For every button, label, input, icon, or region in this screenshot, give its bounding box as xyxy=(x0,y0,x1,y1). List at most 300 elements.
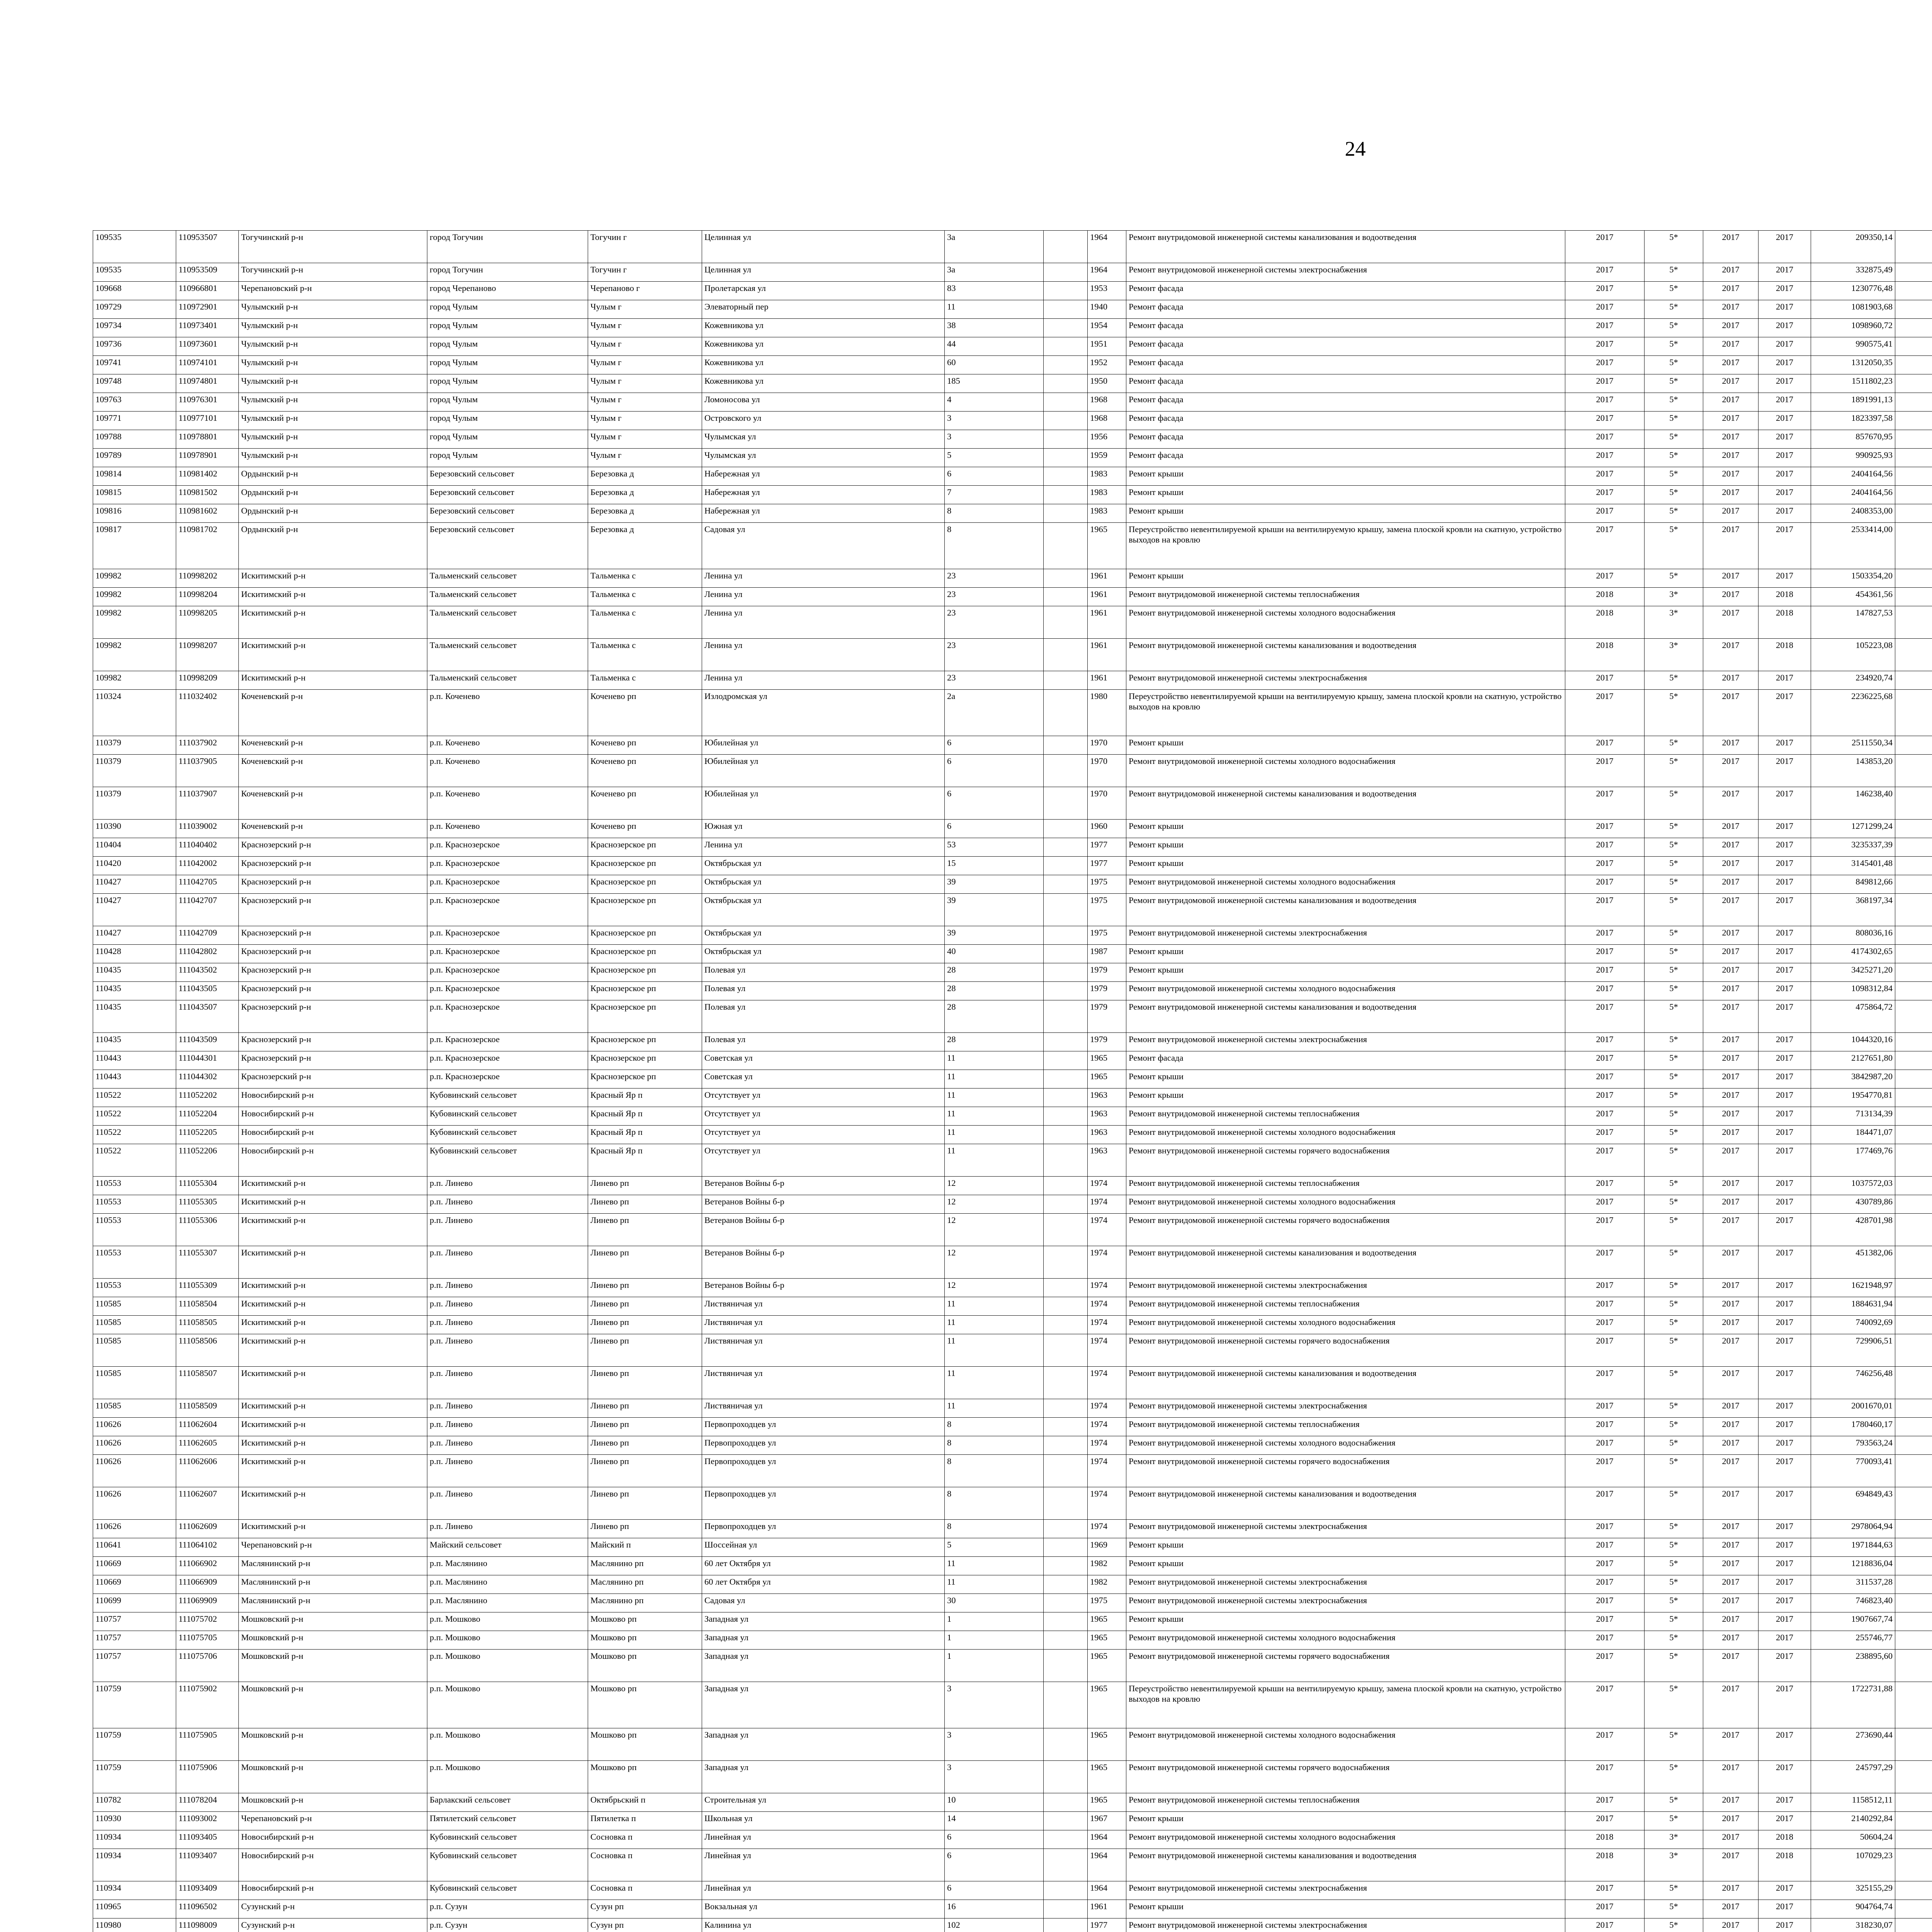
cell-total-cost: 740092,69 xyxy=(1811,1316,1895,1334)
cell-municipality: р.п. Мошково xyxy=(427,1650,588,1682)
cell-settlement: Чулым г xyxy=(588,300,702,319)
cell-priority: 5* xyxy=(1645,1487,1703,1520)
cell-street: Западная ул xyxy=(702,1761,945,1793)
cell-fund-amount xyxy=(1895,1538,1932,1557)
cell-start-year: 2017 xyxy=(1703,1830,1759,1849)
cell-building xyxy=(1044,337,1088,356)
cell-work-id: 110977101 xyxy=(176,412,239,430)
cell-work-id: 111066902 xyxy=(176,1557,239,1575)
cell-municipality: р.п. Мошково xyxy=(427,1612,588,1631)
cell-municipality: Пятилетский сельсовет xyxy=(427,1812,588,1830)
cell-start-year: 2017 xyxy=(1703,1214,1759,1246)
cell-priority: 5* xyxy=(1645,282,1703,300)
cell-fund-amount xyxy=(1895,1487,1932,1520)
cell-street: Листвяничая ул xyxy=(702,1334,945,1367)
cell-house-number: 11 xyxy=(945,1126,1044,1144)
cell-street: Западная ул xyxy=(702,1650,945,1682)
cell-start-year: 2017 xyxy=(1703,356,1759,374)
cell-fund-amount xyxy=(1895,1279,1932,1297)
cell-fund-amount xyxy=(1895,1436,1932,1455)
cell-work-type: Ремонт внутридомовой инженерной системы теплоснабжения xyxy=(1126,1107,1565,1126)
cell-house-id: 109748 xyxy=(93,374,176,393)
table-row xyxy=(93,1761,1932,1793)
cell-house-id: 109736 xyxy=(93,337,176,356)
cell-house-id: 109729 xyxy=(93,300,176,319)
cell-work-type: Ремонт внутридомовой инженерной системы электроснабжения xyxy=(1126,1918,1565,1932)
cell-work-id: 111064102 xyxy=(176,1538,239,1557)
cell-house-id: 109535 xyxy=(93,231,176,263)
cell-work-type: Ремонт внутридомовой инженерной системы канализования и водоотведения xyxy=(1126,894,1565,926)
cell-house-id: 110553 xyxy=(93,1177,176,1195)
cell-plan-year: 2017 xyxy=(1565,1594,1645,1612)
cell-district: Ордынский р-н xyxy=(239,486,427,504)
cell-house-id: 110759 xyxy=(93,1728,176,1761)
cell-total-cost: 3145401,48 xyxy=(1811,857,1895,875)
cell-total-cost: 793563,24 xyxy=(1811,1436,1895,1455)
cell-plan-year: 2017 xyxy=(1565,1487,1645,1520)
cell-start-year: 2017 xyxy=(1703,588,1759,606)
cell-total-cost: 2404164,56 xyxy=(1811,486,1895,504)
cell-municipality: город Тогучин xyxy=(427,263,588,282)
cell-building xyxy=(1044,1918,1088,1932)
cell-house-number: 1 xyxy=(945,1650,1044,1682)
cell-house-number: 12 xyxy=(945,1177,1044,1195)
cell-street: Кожевникова ул xyxy=(702,374,945,393)
cell-work-id: 111098009 xyxy=(176,1918,239,1932)
cell-plan-year: 2017 xyxy=(1565,1436,1645,1455)
cell-settlement: Красный Яр п xyxy=(588,1126,702,1144)
cell-end-year: 2017 xyxy=(1759,1650,1811,1682)
table-row xyxy=(93,282,1932,300)
cell-house-id: 110435 xyxy=(93,1000,176,1033)
cell-work-type: Ремонт внутридомовой инженерной системы канализования и водоотведения xyxy=(1126,639,1565,671)
cell-fund-amount xyxy=(1895,1575,1932,1594)
cell-house-number: 10 xyxy=(945,1793,1044,1812)
cell-house-number: 1 xyxy=(945,1612,1044,1631)
cell-house-number: 60 xyxy=(945,356,1044,374)
cell-work-id: 111062606 xyxy=(176,1455,239,1487)
cell-settlement: Сосновка п xyxy=(588,1830,702,1849)
cell-work-type: Ремонт внутридомовой инженерной системы холодного водоснабжения xyxy=(1126,1316,1565,1334)
cell-work-type: Ремонт фасада xyxy=(1126,282,1565,300)
table-row xyxy=(93,1399,1932,1418)
cell-year-built: 1974 xyxy=(1088,1418,1126,1436)
cell-fund-amount xyxy=(1895,690,1932,736)
cell-work-type: Ремонт фасада xyxy=(1126,337,1565,356)
cell-plan-year: 2017 xyxy=(1565,504,1645,523)
cell-year-built: 1974 xyxy=(1088,1367,1126,1399)
cell-district: Маслянинский р-н xyxy=(239,1575,427,1594)
cell-plan-year: 2017 xyxy=(1565,1631,1645,1650)
cell-start-year: 2017 xyxy=(1703,755,1759,787)
table-row xyxy=(93,1849,1932,1881)
cell-street: 60 лет Октября ул xyxy=(702,1557,945,1575)
cell-plan-year: 2017 xyxy=(1565,1538,1645,1557)
cell-year-built: 1975 xyxy=(1088,894,1126,926)
cell-street: Целинная ул xyxy=(702,231,945,263)
cell-priority: 5* xyxy=(1645,319,1703,337)
cell-priority: 5* xyxy=(1645,523,1703,569)
cell-total-cost: 990575,41 xyxy=(1811,337,1895,356)
cell-district: Коченевский р-н xyxy=(239,787,427,820)
cell-work-id: 110978801 xyxy=(176,430,239,449)
cell-fund-amount xyxy=(1895,1195,1932,1214)
cell-start-year: 2017 xyxy=(1703,857,1759,875)
cell-fund-amount xyxy=(1895,1918,1932,1932)
cell-district: Тогучинский р-н xyxy=(239,231,427,263)
cell-settlement: Мошково рп xyxy=(588,1650,702,1682)
cell-house-number: 12 xyxy=(945,1195,1044,1214)
cell-start-year: 2017 xyxy=(1703,1761,1759,1793)
cell-year-built: 1963 xyxy=(1088,1088,1126,1107)
cell-start-year: 2017 xyxy=(1703,1000,1759,1033)
cell-house-number: 11 xyxy=(945,1144,1044,1177)
cell-work-id: 111062609 xyxy=(176,1520,239,1538)
table-row xyxy=(93,1107,1932,1126)
cell-end-year: 2017 xyxy=(1759,838,1811,857)
cell-end-year: 2017 xyxy=(1759,1246,1811,1279)
cell-work-id: 110953507 xyxy=(176,231,239,263)
cell-settlement: Линево рп xyxy=(588,1334,702,1367)
cell-total-cost: 1230776,48 xyxy=(1811,282,1895,300)
cell-house-id: 110427 xyxy=(93,926,176,945)
cell-start-year: 2017 xyxy=(1703,1399,1759,1418)
cell-building xyxy=(1044,282,1088,300)
cell-priority: 5* xyxy=(1645,690,1703,736)
cell-work-type: Ремонт внутридомовой инженерной системы электроснабжения xyxy=(1126,1881,1565,1900)
cell-municipality: город Чулым xyxy=(427,337,588,356)
cell-start-year: 2017 xyxy=(1703,894,1759,926)
cell-house-number: 15 xyxy=(945,857,1044,875)
cell-year-built: 1965 xyxy=(1088,1682,1126,1728)
cell-end-year: 2017 xyxy=(1759,1334,1811,1367)
table-row xyxy=(93,945,1932,963)
cell-house-id: 110379 xyxy=(93,736,176,755)
table-row xyxy=(93,1195,1932,1214)
cell-settlement: Линево рп xyxy=(588,1487,702,1520)
cell-priority: 5* xyxy=(1645,894,1703,926)
cell-start-year: 2017 xyxy=(1703,1070,1759,1088)
cell-district: Искитимский р-н xyxy=(239,1195,427,1214)
cell-work-type: Ремонт фасада xyxy=(1126,374,1565,393)
cell-house-id: 110585 xyxy=(93,1399,176,1418)
cell-year-built: 1974 xyxy=(1088,1214,1126,1246)
cell-building xyxy=(1044,1612,1088,1631)
cell-work-type: Ремонт внутридомовой инженерной системы теплоснабжения xyxy=(1126,1297,1565,1316)
cell-municipality: р.п. Линево xyxy=(427,1297,588,1316)
table-row xyxy=(93,755,1932,787)
cell-start-year: 2017 xyxy=(1703,282,1759,300)
cell-house-id: 110435 xyxy=(93,1033,176,1051)
cell-street: Ленина ул xyxy=(702,838,945,857)
cell-street: Ленина ул xyxy=(702,639,945,671)
cell-plan-year: 2017 xyxy=(1565,1918,1645,1932)
cell-total-cost: 255746,77 xyxy=(1811,1631,1895,1650)
cell-priority: 5* xyxy=(1645,1918,1703,1932)
cell-total-cost: 107029,23 xyxy=(1811,1849,1895,1881)
cell-municipality: р.п. Мошково xyxy=(427,1631,588,1650)
cell-settlement: Тальменка с xyxy=(588,588,702,606)
cell-building xyxy=(1044,1849,1088,1881)
cell-work-type: Ремонт крыши xyxy=(1126,1557,1565,1575)
cell-district: Краснозерский р-н xyxy=(239,982,427,1000)
cell-house-id: 110420 xyxy=(93,857,176,875)
cell-end-year: 2017 xyxy=(1759,569,1811,588)
cell-municipality: Кубовинский сельсовет xyxy=(427,1107,588,1126)
cell-building xyxy=(1044,430,1088,449)
cell-priority: 5* xyxy=(1645,1881,1703,1900)
cell-building xyxy=(1044,1728,1088,1761)
cell-end-year: 2017 xyxy=(1759,1367,1811,1399)
cell-municipality: р.п. Линево xyxy=(427,1455,588,1487)
cell-end-year: 2017 xyxy=(1759,894,1811,926)
cell-street: Набережная ул xyxy=(702,486,945,504)
cell-fund-amount xyxy=(1895,820,1932,838)
cell-house-number: 12 xyxy=(945,1214,1044,1246)
cell-district: Черепановский р-н xyxy=(239,1538,427,1557)
table-row xyxy=(93,1177,1932,1195)
cell-fund-amount xyxy=(1895,1297,1932,1316)
cell-settlement: Березовка д xyxy=(588,523,702,569)
cell-street: Ветеранов Войны б-р xyxy=(702,1214,945,1246)
cell-priority: 5* xyxy=(1645,374,1703,393)
cell-end-year: 2017 xyxy=(1759,1575,1811,1594)
cell-year-built: 1964 xyxy=(1088,1881,1126,1900)
cell-priority: 5* xyxy=(1645,1297,1703,1316)
table-row xyxy=(93,1538,1932,1557)
cell-street: Первопроходцев ул xyxy=(702,1487,945,1520)
cell-start-year: 2017 xyxy=(1703,1849,1759,1881)
cell-end-year: 2017 xyxy=(1759,263,1811,282)
cell-house-number: 11 xyxy=(945,1070,1044,1088)
cell-district: Мошковский р-н xyxy=(239,1761,427,1793)
cell-house-id: 110626 xyxy=(93,1487,176,1520)
cell-settlement: Пятилетка п xyxy=(588,1812,702,1830)
cell-street: Строительная ул xyxy=(702,1793,945,1812)
table-row xyxy=(93,1612,1932,1631)
cell-settlement: Линево рп xyxy=(588,1297,702,1316)
cell-work-id: 111052202 xyxy=(176,1088,239,1107)
cell-year-built: 1965 xyxy=(1088,1612,1126,1631)
cell-end-year: 2017 xyxy=(1759,1088,1811,1107)
cell-start-year: 2017 xyxy=(1703,523,1759,569)
cell-street: Линейная ул xyxy=(702,1830,945,1849)
cell-district: Чулымский р-н xyxy=(239,300,427,319)
cell-house-number: 44 xyxy=(945,337,1044,356)
cell-street: Западная ул xyxy=(702,1728,945,1761)
cell-work-id: 111055309 xyxy=(176,1279,239,1297)
cell-priority: 5* xyxy=(1645,1195,1703,1214)
cell-priority: 5* xyxy=(1645,875,1703,894)
cell-street: Чулымская ул xyxy=(702,449,945,467)
cell-year-built: 1974 xyxy=(1088,1297,1126,1316)
cell-house-id: 109814 xyxy=(93,467,176,486)
cell-district: Искитимский р-н xyxy=(239,1455,427,1487)
cell-work-id: 110978901 xyxy=(176,449,239,467)
cell-work-type: Ремонт внутридомовой инженерной системы канализования и водоотведения xyxy=(1126,1246,1565,1279)
cell-house-number: 12 xyxy=(945,1246,1044,1279)
cell-street: Ленина ул xyxy=(702,569,945,588)
cell-settlement: Линево рп xyxy=(588,1455,702,1487)
cell-municipality: р.п. Маслянино xyxy=(427,1594,588,1612)
cell-fund-amount xyxy=(1895,393,1932,412)
cell-work-type: Ремонт внутридомовой инженерной системы электроснабжения xyxy=(1126,1279,1565,1297)
cell-end-year: 2017 xyxy=(1759,1051,1811,1070)
table-row xyxy=(93,231,1932,263)
cell-plan-year: 2017 xyxy=(1565,1144,1645,1177)
cell-municipality: р.п. Краснозерское xyxy=(427,838,588,857)
cell-plan-year: 2017 xyxy=(1565,1033,1645,1051)
cell-work-id: 111043507 xyxy=(176,1000,239,1033)
cell-house-id: 109982 xyxy=(93,588,176,606)
table-row xyxy=(93,1575,1932,1594)
cell-end-year: 2017 xyxy=(1759,736,1811,755)
cell-house-id: 110379 xyxy=(93,755,176,787)
cell-total-cost: 451382,06 xyxy=(1811,1246,1895,1279)
cell-street: Вокзальная ул xyxy=(702,1900,945,1918)
cell-year-built: 1979 xyxy=(1088,982,1126,1000)
cell-priority: 5* xyxy=(1645,569,1703,588)
cell-start-year: 2017 xyxy=(1703,1900,1759,1918)
table-row xyxy=(93,1455,1932,1487)
cell-street: Садовая ул xyxy=(702,523,945,569)
cell-street: Юбилейная ул xyxy=(702,755,945,787)
cell-house-id: 110443 xyxy=(93,1070,176,1088)
cell-house-id: 110585 xyxy=(93,1334,176,1367)
cell-house-number: 3а xyxy=(945,231,1044,263)
cell-street: Чулымская ул xyxy=(702,430,945,449)
cell-work-type: Ремонт внутридомовой инженерной системы канализования и водоотведения xyxy=(1126,231,1565,263)
cell-house-number: 3 xyxy=(945,412,1044,430)
cell-priority: 5* xyxy=(1645,412,1703,430)
cell-end-year: 2018 xyxy=(1759,1849,1811,1881)
cell-house-number: 8 xyxy=(945,504,1044,523)
cell-plan-year: 2017 xyxy=(1565,1214,1645,1246)
cell-work-id: 110981402 xyxy=(176,467,239,486)
cell-district: Краснозерский р-н xyxy=(239,945,427,963)
table-row xyxy=(93,374,1932,393)
cell-municipality: город Чулым xyxy=(427,356,588,374)
cell-street: Полевая ул xyxy=(702,982,945,1000)
cell-district: Мошковский р-н xyxy=(239,1682,427,1728)
cell-district: Искитимский р-н xyxy=(239,1418,427,1436)
table-row xyxy=(93,393,1932,412)
cell-settlement: Мошково рп xyxy=(588,1612,702,1631)
cell-total-cost: 146238,40 xyxy=(1811,787,1895,820)
cell-priority: 5* xyxy=(1645,231,1703,263)
cell-work-id: 110998205 xyxy=(176,606,239,639)
cell-end-year: 2017 xyxy=(1759,1107,1811,1126)
cell-settlement: Сосновка п xyxy=(588,1849,702,1881)
cell-year-built: 1965 xyxy=(1088,1793,1126,1812)
cell-house-number: 23 xyxy=(945,671,1044,690)
cell-total-cost: 238895,60 xyxy=(1811,1650,1895,1682)
cell-fund-amount xyxy=(1895,1214,1932,1246)
cell-fund-amount xyxy=(1895,1051,1932,1070)
cell-work-id: 111093409 xyxy=(176,1881,239,1900)
cell-fund-amount xyxy=(1895,1399,1932,1418)
cell-street: Ветеранов Войны б-р xyxy=(702,1279,945,1297)
cell-priority: 5* xyxy=(1645,945,1703,963)
cell-building xyxy=(1044,963,1088,982)
cell-house-number: 5 xyxy=(945,1538,1044,1557)
cell-year-built: 1964 xyxy=(1088,231,1126,263)
cell-year-built: 1954 xyxy=(1088,319,1126,337)
cell-street: Листвяничая ул xyxy=(702,1297,945,1316)
cell-plan-year: 2017 xyxy=(1565,1367,1645,1399)
cell-fund-amount xyxy=(1895,430,1932,449)
cell-street: Ленина ул xyxy=(702,588,945,606)
cell-house-id: 110585 xyxy=(93,1367,176,1399)
cell-building xyxy=(1044,374,1088,393)
cell-building xyxy=(1044,1418,1088,1436)
cell-work-id: 111037902 xyxy=(176,736,239,755)
cell-municipality: р.п. Линево xyxy=(427,1334,588,1367)
cell-start-year: 2017 xyxy=(1703,820,1759,838)
cell-priority: 3* xyxy=(1645,606,1703,639)
cell-start-year: 2017 xyxy=(1703,1279,1759,1297)
cell-work-id: 111037905 xyxy=(176,755,239,787)
cell-settlement: Краснозерское рп xyxy=(588,926,702,945)
cell-settlement: Черепаново г xyxy=(588,282,702,300)
cell-district: Искитимский р-н xyxy=(239,569,427,588)
cell-work-type: Ремонт внутридомовой инженерной системы холодного водоснабжения xyxy=(1126,1631,1565,1650)
cell-work-type: Ремонт внутридомовой инженерной системы теплоснабжения xyxy=(1126,588,1565,606)
cell-start-year: 2017 xyxy=(1703,736,1759,755)
cell-house-id: 109741 xyxy=(93,356,176,374)
cell-district: Искитимский р-н xyxy=(239,1487,427,1520)
cell-work-id: 111075706 xyxy=(176,1650,239,1682)
cell-year-built: 1965 xyxy=(1088,1631,1126,1650)
cell-building xyxy=(1044,1399,1088,1418)
cell-year-built: 1961 xyxy=(1088,671,1126,690)
cell-fund-amount xyxy=(1895,263,1932,282)
cell-settlement: Коченево рп xyxy=(588,755,702,787)
cell-total-cost: 1891991,13 xyxy=(1811,393,1895,412)
cell-total-cost: 184471,07 xyxy=(1811,1126,1895,1144)
cell-work-id: 111042707 xyxy=(176,894,239,926)
cell-end-year: 2017 xyxy=(1759,875,1811,894)
cell-plan-year: 2017 xyxy=(1565,1279,1645,1297)
cell-district: Краснозерский р-н xyxy=(239,838,427,857)
cell-total-cost: 50604,24 xyxy=(1811,1830,1895,1849)
cell-district: Мошковский р-н xyxy=(239,1728,427,1761)
cell-end-year: 2017 xyxy=(1759,1793,1811,1812)
table-row xyxy=(93,1214,1932,1246)
cell-building xyxy=(1044,1557,1088,1575)
cell-end-year: 2017 xyxy=(1759,1557,1811,1575)
cell-work-type: Ремонт внутридомовой инженерной системы электроснабжения xyxy=(1126,1520,1565,1538)
table-row xyxy=(93,1334,1932,1367)
cell-house-number: 11 xyxy=(945,1297,1044,1316)
cell-street: Садовая ул xyxy=(702,1594,945,1612)
cell-building xyxy=(1044,671,1088,690)
cell-house-id: 110626 xyxy=(93,1418,176,1436)
cell-plan-year: 2017 xyxy=(1565,736,1645,755)
cell-priority: 5* xyxy=(1645,393,1703,412)
cell-municipality: Березовский сельсовет xyxy=(427,486,588,504)
cell-building xyxy=(1044,467,1088,486)
cell-work-type: Ремонт внутридомовой инженерной системы канализования и водоотведения xyxy=(1126,787,1565,820)
cell-start-year: 2017 xyxy=(1703,1367,1759,1399)
cell-work-id: 111052204 xyxy=(176,1107,239,1126)
cell-start-year: 2017 xyxy=(1703,337,1759,356)
cell-settlement: Краснозерское рп xyxy=(588,963,702,982)
cell-end-year: 2017 xyxy=(1759,1436,1811,1455)
cell-end-year: 2017 xyxy=(1759,1316,1811,1334)
cell-fund-amount xyxy=(1895,504,1932,523)
cell-end-year: 2017 xyxy=(1759,1070,1811,1088)
